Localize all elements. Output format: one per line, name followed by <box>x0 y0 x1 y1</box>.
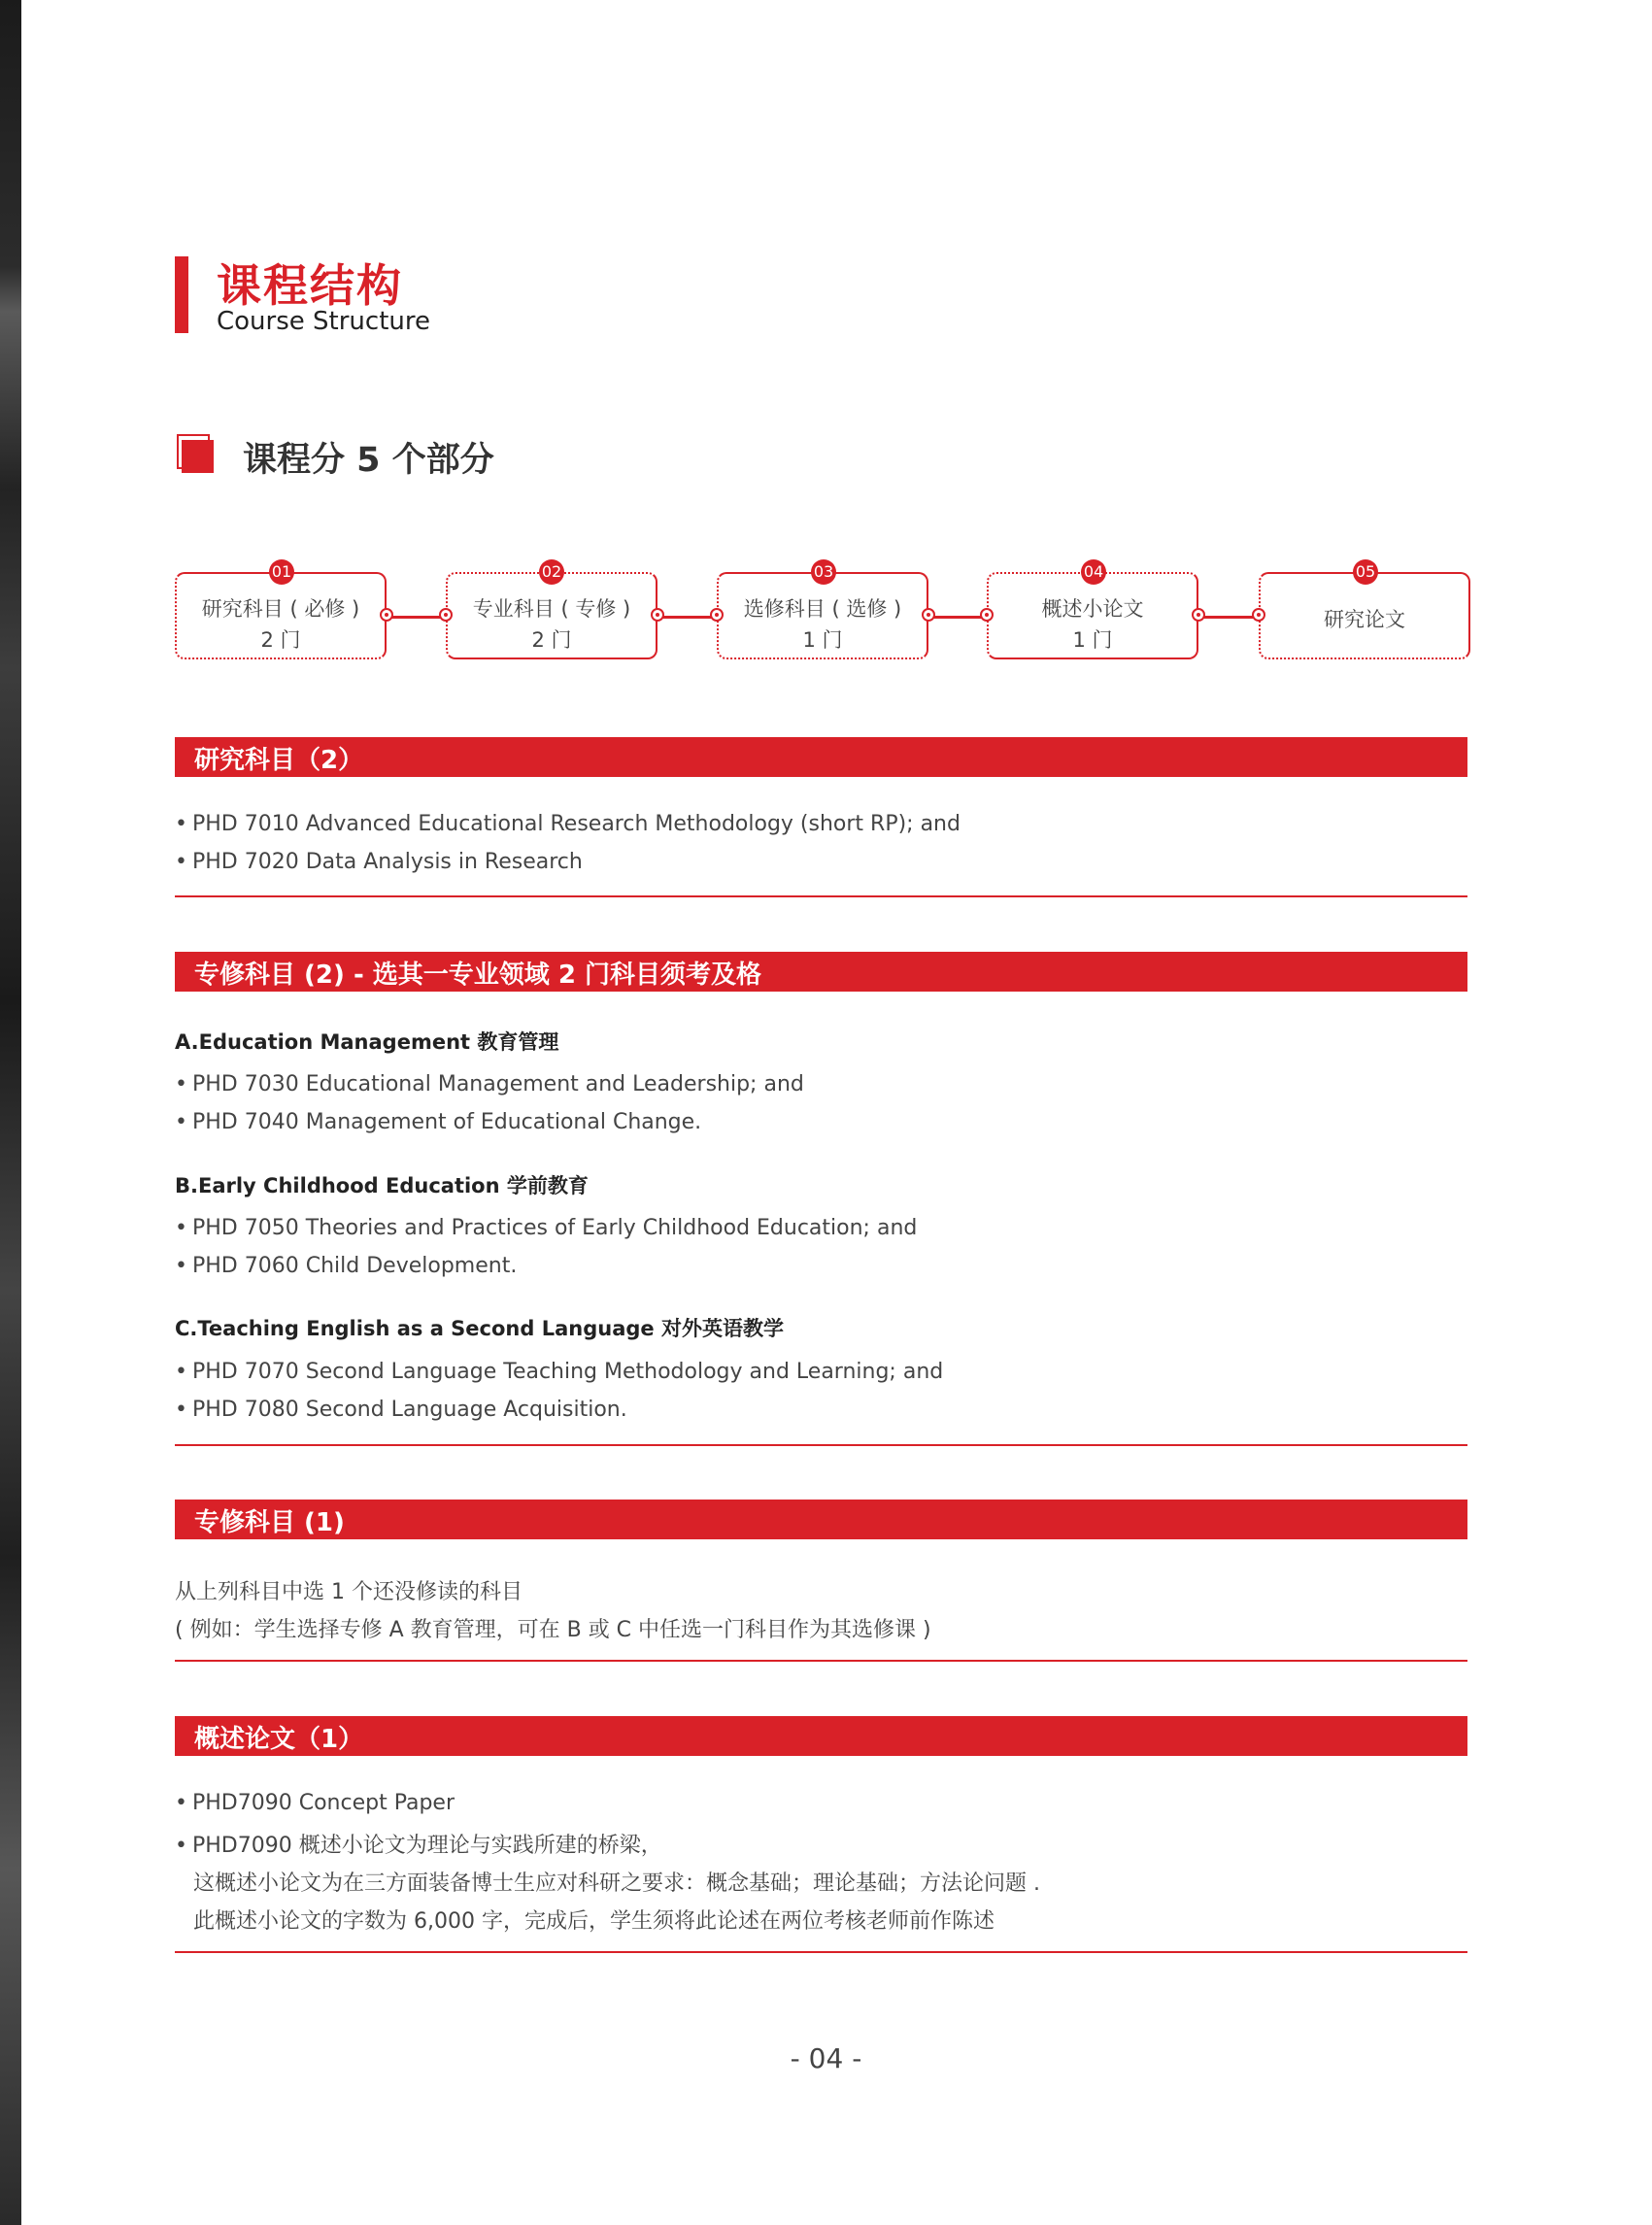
flow-step-1 <box>175 572 387 659</box>
list-item: • PHD 7050 Theories and Practices of Early Childhood Education; and <box>175 1216 918 1240</box>
bullet-icon: • <box>175 1360 187 1384</box>
flow-step-2 <box>446 572 657 659</box>
section-divider <box>175 1444 1467 1446</box>
flow-step-4 <box>987 572 1198 659</box>
flow-step-label: 专业科目 ( 专修 ) <box>472 597 631 621</box>
flow-step-5 <box>1259 572 1470 659</box>
bullet-icon: • <box>175 850 187 874</box>
flow-step-number: 04 <box>1081 559 1106 585</box>
connector-dot-icon <box>1192 608 1205 622</box>
bullet-icon: • <box>175 1398 187 1422</box>
section-header-concept-paper <box>175 1716 1467 1756</box>
elective-example: ( 例如：学生选择专修 A 教育管理，可在 B 或 C 中任选一门科目作为其选修课 ) <box>175 1618 931 1642</box>
bullet-icon: • <box>175 1791 187 1815</box>
bullet-icon: • <box>175 1834 187 1858</box>
list-item: • PHD 7080 Second Language Acquisition. <box>175 1398 627 1422</box>
connector-dot-icon <box>651 608 664 622</box>
flow-step-3 <box>717 572 928 659</box>
section-title: 研究科目（2） <box>194 746 364 775</box>
flow-step-count: 1 门 <box>1072 628 1113 652</box>
list-item: • PHD7090 Concept Paper <box>175 1791 455 1815</box>
title-accent-bar <box>175 256 188 333</box>
connector-dot-icon <box>710 608 724 622</box>
list-item: • PHD 7040 Management of Educational Change. <box>175 1110 702 1134</box>
section-subtitle: 课程分 5 个部分 <box>243 441 494 480</box>
section-divider <box>175 1660 1467 1662</box>
connector-dot-icon <box>980 608 994 622</box>
square-filled-icon <box>182 440 214 473</box>
flow-connector <box>657 616 717 619</box>
flow-step-number: 05 <box>1353 559 1378 585</box>
list-item: • PHD 7060 Child Development. <box>175 1254 518 1278</box>
list-item: • PHD 7070 Second Language Teaching Methodology and Learning; and <box>175 1360 944 1384</box>
connector-dot-icon <box>439 608 453 622</box>
bullet-icon: • <box>175 1110 187 1134</box>
concept-paper-detail: 这概述小论文为在三方面装备博士生应对科研之要求：概念基础；理论基础；方法论问题 . <box>193 1871 1040 1896</box>
section-divider <box>175 1951 1467 1953</box>
flow-step-count: 2 门 <box>531 628 572 652</box>
page-title-english: Course Structure <box>217 307 430 336</box>
flow-step-number: 03 <box>811 559 836 585</box>
connector-dot-icon <box>1252 608 1265 622</box>
list-item: • PHD 7020 Data Analysis in Research <box>175 850 583 874</box>
section-header-specialization <box>175 952 1467 992</box>
flow-step-number: 02 <box>539 559 564 585</box>
bullet-icon: • <box>175 1216 187 1240</box>
bullet-icon: • <box>175 812 187 836</box>
bullet-icon: • <box>175 1254 187 1278</box>
section-title: 专修科目 (2) - 选其一专业领域 2 门科目须考及格 <box>194 961 761 990</box>
page-number: - 04 - <box>790 2042 862 2074</box>
page-title: 课程结构 <box>217 259 403 312</box>
connector-dot-icon <box>380 608 393 622</box>
flow-step-number: 01 <box>269 559 294 585</box>
bullet-icon: • <box>175 1072 187 1096</box>
flow-step-label: 概述小论文 <box>1041 597 1144 621</box>
list-item: • PHD 7010 Advanced Educational Research Methodology (short RP); and <box>175 812 961 836</box>
group-heading: B.Early Childhood Education 学前教育 <box>175 1174 589 1197</box>
flow-step-count: 2 门 <box>260 628 301 652</box>
flow-connector <box>387 616 446 619</box>
group-heading: A.Education Management 教育管理 <box>175 1030 559 1054</box>
elective-description: 从上列科目中选 1 个还没修读的科目 <box>175 1580 523 1604</box>
section-title: 概述论文（1） <box>194 1725 364 1754</box>
flow-step-label: 研究论文 <box>1324 608 1405 631</box>
flow-step-label: 研究科目 ( 必修 ) <box>201 597 360 621</box>
group-heading: C.Teaching English as a Second Language 对外英语教学 <box>175 1317 784 1340</box>
background-photo-strip <box>0 0 21 2225</box>
section-title: 专修科目 (1) <box>194 1508 345 1537</box>
flow-connector <box>1198 616 1259 619</box>
section-header-elective <box>175 1500 1467 1539</box>
flow-connector <box>928 616 987 619</box>
section-header-research <box>175 737 1467 777</box>
flow-step-label: 选修科目 ( 选修 ) <box>743 597 902 621</box>
connector-dot-icon <box>922 608 935 622</box>
list-item: • PHD 7030 Educational Management and Leadership; and <box>175 1072 804 1096</box>
flow-step-count: 1 门 <box>802 628 843 652</box>
section-divider <box>175 895 1467 897</box>
list-item: • PHD7090 概述小论文为理论与实践所建的桥梁， <box>175 1834 662 1858</box>
concept-paper-detail: 此概述小论文的字数为 6,000 字，完成后，学生须将此论述在两位考核老师前作陈述 <box>193 1909 995 1934</box>
